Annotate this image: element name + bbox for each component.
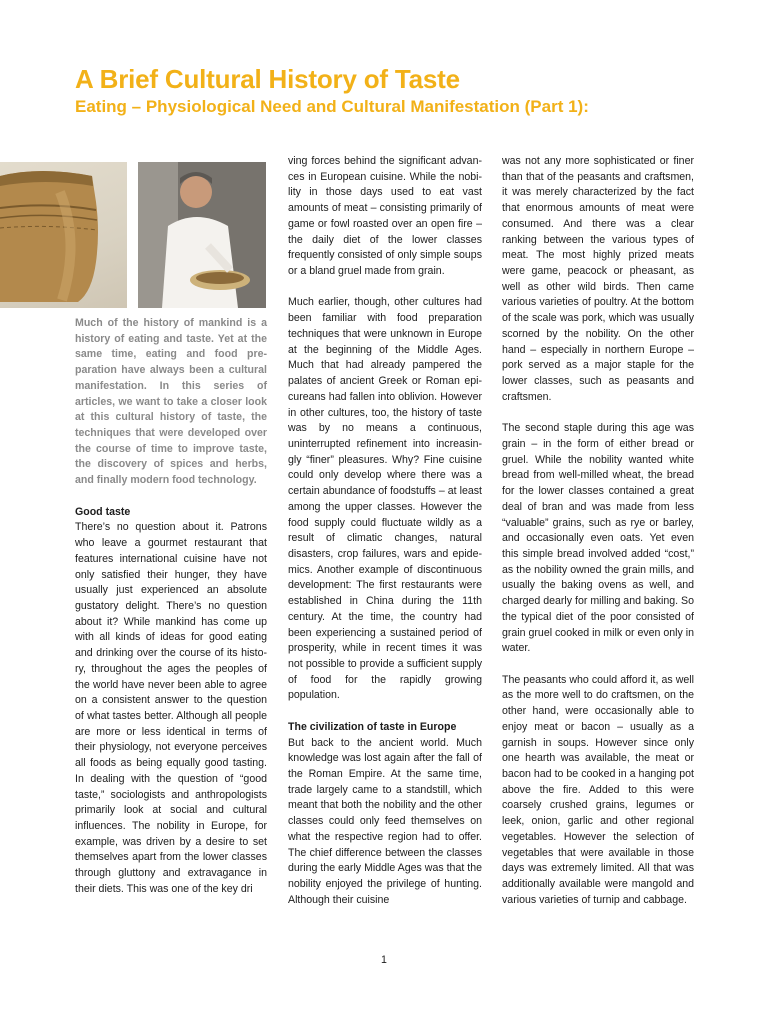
body-paragraph: The peasants who could afford it, as well as the more well to do craftsmen, on the other hand, were occasionally able to enjoy meat or bacon – usually as a garnish in soups. However since only one hearth was available, the meat or bacon had to be cooked in a hanging pot above the fire. Added to this were coarsely crushed grains, legumes or leek, onion, garlic and other regional vegetables. However the selection of vegetables that were available in those days was extremely limited. All that was additionally available were mangold and various varieties of turnip and cabbage. bbox=[502, 673, 694, 906]
body-paragraph: The second staple during this age was grain – in the form of either bread or gruel. While the nobility wanted white bread from well-milled wheat, the bread for the lower classes contained a great deal of bran and was made from less “valuable” grains, such as rye or barley, and occasionally even oats. Yet even this simple bread involved added “cost,” as the nobility owned the grain mills, and usually the baking ovens as well, and charged dearly for milling and baking. So the typical diet of the poor consisted of grain gruel cooked in milk or even only in water. bbox=[502, 422, 694, 655]
chef-photo bbox=[138, 162, 266, 308]
column-1 bbox=[75, 316, 267, 913]
section-heading-civilization: The civilization of taste in Europe bbox=[288, 720, 457, 733]
clay-pot-photo bbox=[0, 162, 127, 308]
section-heading-good-taste: Good taste bbox=[75, 505, 131, 518]
article-subtitle: Eating – Physiological Need and Cultural Manifestation (Part 1): bbox=[75, 97, 589, 116]
page-number: 1 bbox=[381, 954, 387, 966]
article-title: A Brief Cultural History of Taste bbox=[75, 64, 460, 94]
clay-pot-illustration bbox=[0, 162, 127, 308]
body-paragraph: ving forces behind the significant advances in European cuisine. While the nobility in those days used to eat vast amounts of meat – consisting primarily of game or fowl roasted over an open fire – the daily diet of the lower classes frequently consisted of only simple soups or a bland gruel made from grain. bbox=[288, 155, 482, 278]
intro-paragraph: Much of the history of mankind is a history of eating and taste. Yet at the same time, eating and food preparation have always been a cultural manifestation. In this series of articles, we want to take a closer look at this cultural history of taste, the techniques that were developed over the course of time to improve taste, the discovery of spices and herbs, and finally modern food technology. bbox=[75, 317, 267, 487]
column-3 bbox=[502, 154, 694, 924]
column-2 bbox=[288, 154, 482, 924]
body-paragraph: There’s no question about it. Patrons who leave a gourmet restaurant that features international cuisine have not only satisfied their hunger, they have usually just experienced an absolute gustatory delight. There’s no question about it? While mankind has come up with all kinds of ideas for good eating and drinking over the course of its history, throughout the ages the peoples of the world have never been able to agree on a consistent answer to the question of what tastes better. Although all people are more or less identical in terms of their physiology, not everyone perceives all foods as being equally good tasting. In dealing with the question of “good taste,” sociologists and anthropologists primarily look at social and cultural influences. The nobility in Europe, for example, was driven by a desire to set themselves apart from the lower classes through gluttony and extravagance in their diets. This was one of the key dri bbox=[75, 521, 267, 895]
body-paragraph: was not any more sophisticated or finer than that of the peasants and craftsmen, it was merely characterized by the fact that enormous amounts of meat were consumed. And there was a clear ranking between the various types of meat. The most highly prized meats were game, peacock or pheasant, as well as other wild birds. Then came various varieties of poultry. At the bottom of the scale was pork, which was usually scorned by the nobility. On the other hand – especially in northern Europe – pork served as a major staple for the lower classes, such as peasants and craftsmen. bbox=[502, 155, 694, 403]
chef-illustration bbox=[138, 162, 266, 308]
body-paragraph: But back to the ancient world. Much knowledge was lost again after the fall of the Roman Empire. At the same time, trade largely came to a standstill, which meant that both the nobility and the other classes could only feed themselves on what the respective region had to offer. The chief difference between the classes during the early Middle Ages was that the nobility enjoyed the privilege of hunting. Although their cuisine bbox=[288, 736, 482, 906]
body-paragraph: Much earlier, though, other cultures had been familiar with food preparation techniques that were unknown in Europe at the beginning of the Middle Ages. Much that had already pampered the palates of ancient Greek or Roman epicureans had fallen into oblivion. However in other cultures, too, the history of taste was by no means a continuous, uninterrupted refinement into increasingly “finer” pleasures. Why? Fine cuisine could only develop where there was a certain abundance of foodstuffs – at least among the upper classes. However the food supply could fluctuate wildly as a result of climatic changes, natural disasters, crop failures, wars and epidemics. Another example of discontinuous development: The first restaurants were established in China during the 11th century. At the time, the country had been experiencing a sustained period of prosperity, while in recent times it was not possible to provide a sufficient supply of food for the rapidly growing population. bbox=[288, 296, 482, 702]
